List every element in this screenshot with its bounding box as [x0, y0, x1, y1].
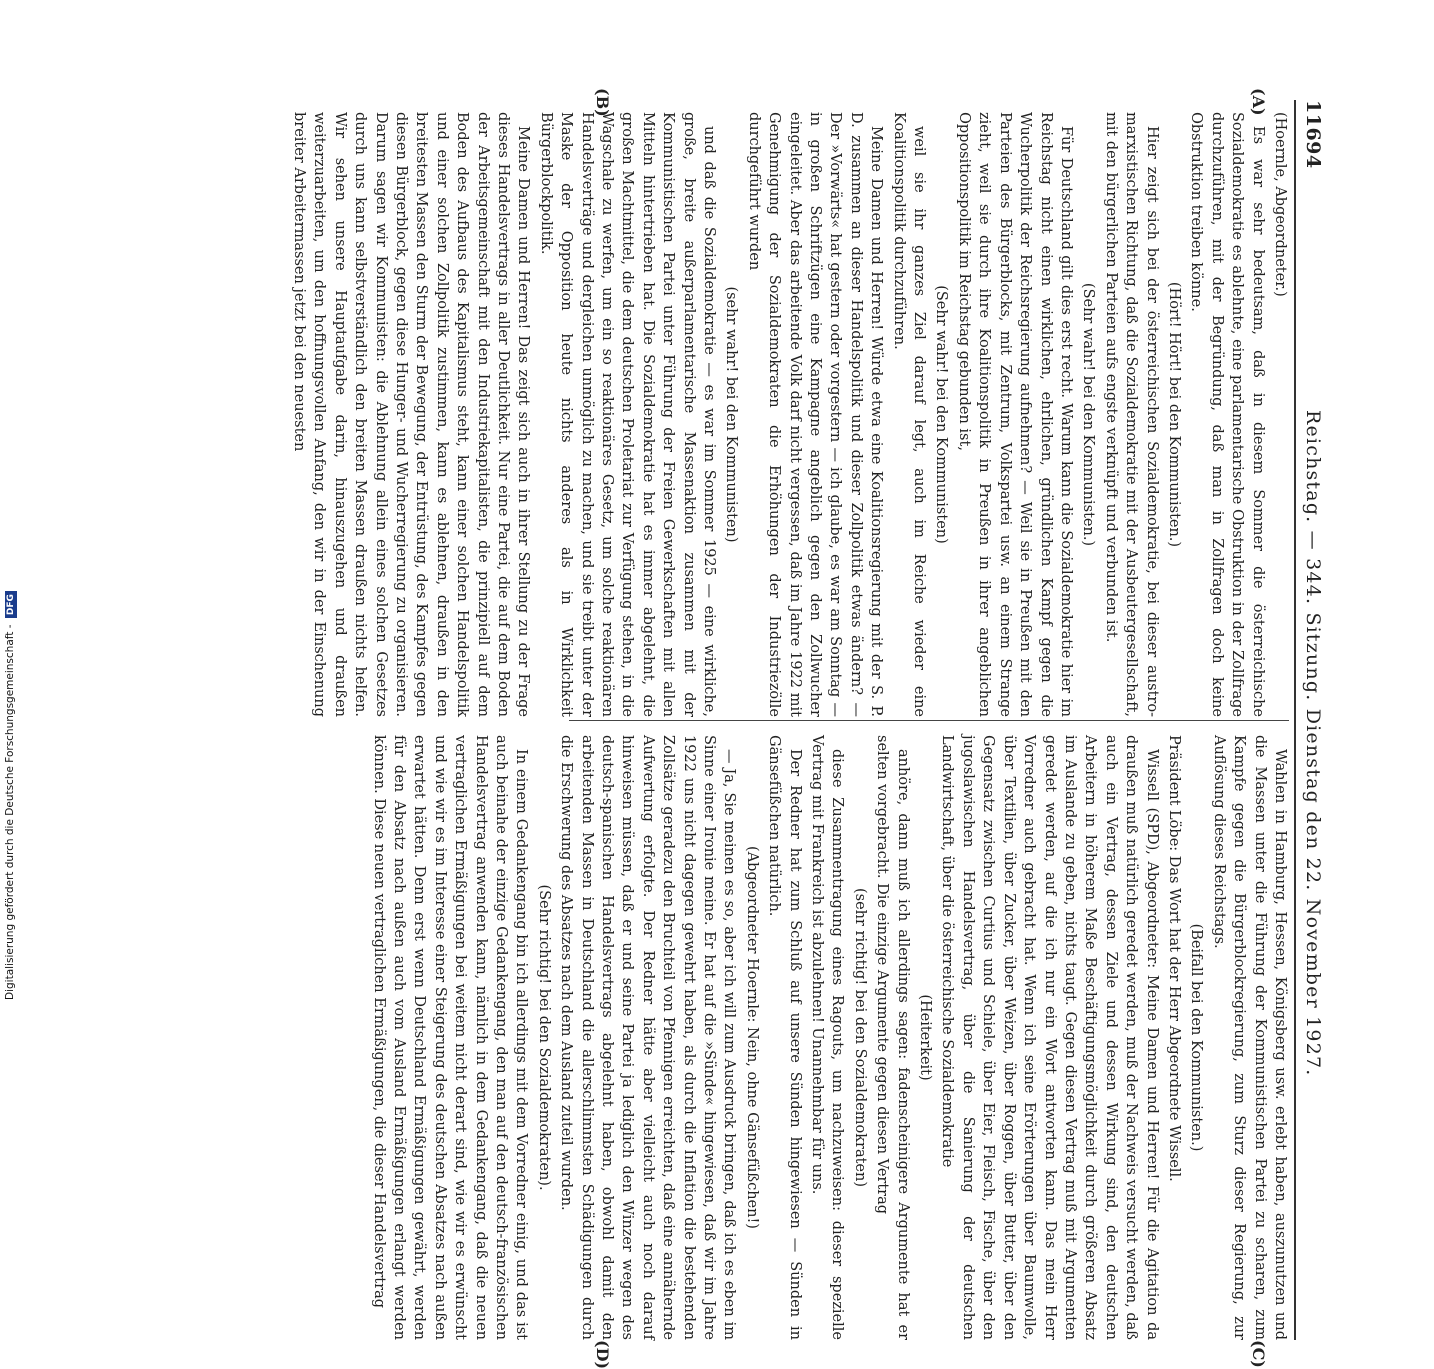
paragraph: Der Redner hat zum Schluß auf unsere Sünden hingewiesen — Sünden in Gänsefüßchen natürlich. — [766, 735, 803, 1340]
margin-mark-a: (A) — [1249, 88, 1268, 116]
interjection: (Sehr wahr! bei den Kommunisten) — [933, 285, 950, 544]
interjection: (sehr wahr! bei den Kommunisten) — [723, 286, 740, 543]
interjection: (Sehr richtig! bei den Sozialdemokraten). — [535, 884, 552, 1191]
left-text-column — [287, 112, 1291, 717]
paragraph: Meine Damen und Herren! Würde etwa eine Koalitionsregierung mit der S. P. D. zusammen an dieser Handelspolitik und dieser Zollpolitik etwas ändern? — Der »Vorwärts« hat gestern oder vorgestern — ich glaube, es war am Sonntag — in großen Schriftzügen eine Kampagne angeblich gegen den Zollwucher eingeleitet. Aber das arbeitende Volk darf nicht vergessen, daß im Jahre 1922 mit Genehmigung der Sozialdemokraten die Erhöhungen der Industriezölle durchgeführt wurden — [745, 112, 885, 717]
interjection: (sehr richtig! bei den Sozialdemokraten) — [851, 887, 868, 1188]
column-divider — [569, 720, 1289, 721]
interjection: (Beifall bei den Kommunisten.) — [1188, 923, 1205, 1152]
paragraph: Meine Damen und Herren! Das zeigt sich auch in ihrer Stellung zu der Frage dieses Handelsvertrags in aller Deutlichkeit. Nur eine Partei, die auf dem Boden der Arbeitsgemeinschaft mit den Industriekapitalisten, die prinzipiell auf dem Boden des Aufbaus des Kapitalismus steht, kann einer solchen Handelspolitik und einer solchen Zollpolitik zustimmen, kann es ablehnen, draußen in den breitesten Massen den Sturm der Bewegung, der Entrüstung, des Kampfes gegen diesen Bürgerblock, gegen diese Hunger- und Wucherregierung zu organisieren. Darum sagen wir Kommunisten: die Ablehnung allein eines solchen Gesetzes durch uns kann selbstverständlich den breiten Massen draußen nichts helfen. Wir sehen unsere Hauptaufgabe darin, hinauszugehen und draußen weiterzuarbeiten, um den hoffnungsvollen Anfang, den wir in der Einschenung breiter Arbeitermassen jetzt bei den neuesten — [290, 112, 532, 717]
interjection: (Abgeordneter Hoernle: Nein, ohne Gänsefüßchen!) — [743, 846, 760, 1229]
paragraph: In einem Gedankengang bin ich allerdings mit dem Vorredner einig, und das ist auch beinahe der einzige Gedankengang, den man auf den deutsch-französischen Handelsvertrag anwenden kann, nämlich in dem Gedankengang, daß die neuen vertraglichen Ermäßigungen bei weitem nicht derart sind, wie wir es erwünscht und wie wir es im Interesse einer Steigerung des deutschen Absatzes nach außen erwartet hätten. Denn erst wenn Deutschland Ermäßigungen gewährt, werden für den Absatz nach außen auch vom Ausland Ermäßigungen erlangt werden können. Diese neuen vertraglichen Ermäßigungen, die dieser Handelsvertrag — [370, 735, 530, 1340]
paragraph: — Ja, Sie meinen es so, aber ich will zum Ausdruck bringen, daß ich es eben im Sinne einer Ironie meine. Er hat auf die »Sünde« hingewiesen, daß wir im Jahre 1922 uns nicht dagegen gewehrt haben, als durch die Inflation die bestehenden Zollsätze geradezu den Bruchteil von Pfennigen erreichten, daß eine annähernde Aufwertung erfolgte. Der Redner hätte aber vielleicht auch noch darauf hinweisen müssen, daß er und seine Partei ja lediglich den Winzer wegen des deutsch-spanischen Handelsvertrags abgelehnt haben, obwohl damit den arbeitenden Massen in Deutschland die allerschlimmsten Schädigungen durch die Erschwerung des Absatzes nach dem Ausland zuteil wurden. — [558, 735, 738, 1340]
paragraph: Es war sehr bedeutsam, daß in diesem Sommer die österreichische Sozialdemokratie es ablehnte, eine parlamentarische Obstruktion in der Zollfrage durchzuführen, mit der Begründung, daß man in Zollfragen doch keine Obstruktion treiben könne. — [1188, 112, 1266, 717]
running-header — [1294, 100, 1326, 1340]
paragraph: Hier zeigt sich bei der österreichischen Sozialdemokratie, bei dieser austro-marxistischen Richtung, daß die Sozialdemokratie mit der Ausbeutergesellschaft, mit den bürgerlichen Parteien aufs engste verknüpft und verbunden ist. — [1102, 112, 1160, 717]
interjection: (Sehr wahr! bei den Kommunisten.) — [1080, 282, 1097, 547]
right-text-column — [366, 735, 1290, 1340]
page-number: 11694 — [1302, 100, 1324, 169]
header-rule — [1294, 100, 1296, 1340]
credit-text: Digitalisierung gefördert durch die Deutsche Forschungsgemeinschaft - — [4, 624, 16, 1000]
paragraph: diese Zusammentragung eines Ragouts, um nachzuweisen: dieser spezielle Vertrag mit Frankreich ist abzulehnen! Unannehmbar für uns. — [809, 735, 846, 1340]
speaker-line: (Hoernle, Abgeordneter.) — [1272, 112, 1288, 297]
interjection: (Heiterkeit) — [917, 994, 934, 1081]
running-title: Reichstag. — 344. Sitzung. Dienstag den 22. November 1927. — [1302, 410, 1324, 1077]
paragraph: Wissell (SPD), Abgeordneter: Meine Damen und Herren! Für die Agitation da draußen muß natürlich geredet werden, muß der Nachweis versucht werden, daß auch ein Vertrag, dessen Ziele und dessen Wirkung sind, den deutschen Arbeitern in höherem Maße Beschäftigungsmöglichkeit durch größeren Absatz im Auslande zu geben, nichts taugt. Gegen diesen Vertrag muß mit Argumenten geredet werden, auf die ich nur ein Wort antworten kann. Das mein Herr Vorredner auch gebracht hat. Wenn ich seine Erörterungen über Baumwolle, über Textilien, über Zucker, über Weizen, über Roggen, über Butter, über den Gegensatz zwischen Curtius und Schiele, über Eier, Fleisch, Fische, über den jugoslawischen Handelsvertrag, über die Sanierung der deutschen Landwirtschaft, über die österreichische Sozialdemokratie — [939, 735, 1160, 1340]
paragraph: und daß die Sozialdemokratie — es war im Sommer 1925 — eine wirkliche, große, breite außerparlamentarische Massenaktion zusammen mit der Kommunistischen Partei unter Führung der Freien Gewerkschaften mit allen Mitteln hintertrieben hat. Die Sozialdemokratie hat es immer abgelehnt, die großen Machtmittel, die dem deutschen Proletariat zur Verfügung stehen, in die Wagschale zu werfen, um ein so reaktionäres Gesetz, um solche reaktionären Handelsverträge und dergleichen unmöglich zu machen, und sie treibt unter der Maske der Opposition heute nichts anderes als in Wirklichkeit Bürgerblockpolitik. — [537, 112, 718, 717]
paragraph: Für Deutschland gilt dies erst recht. Warum kann die Sozialdemokratie hier im Reichstag nicht einen wirklichen, ehrlichen, gründlichen Kampf gegen die Wucherpolitik der Reichsregierung aufnehmen? — Weil sie in Preußen mit den Parteien des Bürgerblocks, mit Zentrum, Volkspartei usw. an einem Strange zieht, weil sie durch ihre Koalitionspolitik in Preußen in ihrer angeblichen Oppositionspolitik im Reichstag gebunden ist, — [955, 112, 1074, 717]
paragraph: anhöre, dann muß ich allerdings sagen: fadenscheinigere Argumente hat er selten vorgebracht. Die einzige Argumente gegen diesen Vertrag — [874, 735, 911, 1340]
speaker-line: Präsident Löbe: Das Wort hat der Herr Abgeordnete Wissell. — [1165, 735, 1182, 1182]
dfg-logo: DFG — [5, 591, 17, 618]
paragraph: weil sie ihr ganzes Ziel darauf legt, auch im Reiche wieder eine Koalitionspolitik durchzuführen. — [890, 112, 928, 717]
interjection: (Hört! Hört! bei den Kommunisten.) — [1165, 281, 1182, 548]
paragraph: Wahlen in Hamburg, Hessen, Königsberg usw. erlebt haben, auszunutzen und die Massen unter die Führung der Kommunistischen Partei zu scharen, zum Kampfe gegen die Bürgerblockregierung, zum Sturz dieser Regierung, zur Auflösung dieses Reichstags. — [1210, 735, 1288, 1340]
margin-mark-c: (C) — [1249, 1340, 1268, 1368]
margin-mark-d: (D) — [593, 1340, 612, 1369]
digitization-credit — [4, 6, 20, 1000]
margin-mark-b: (B) — [593, 88, 612, 117]
